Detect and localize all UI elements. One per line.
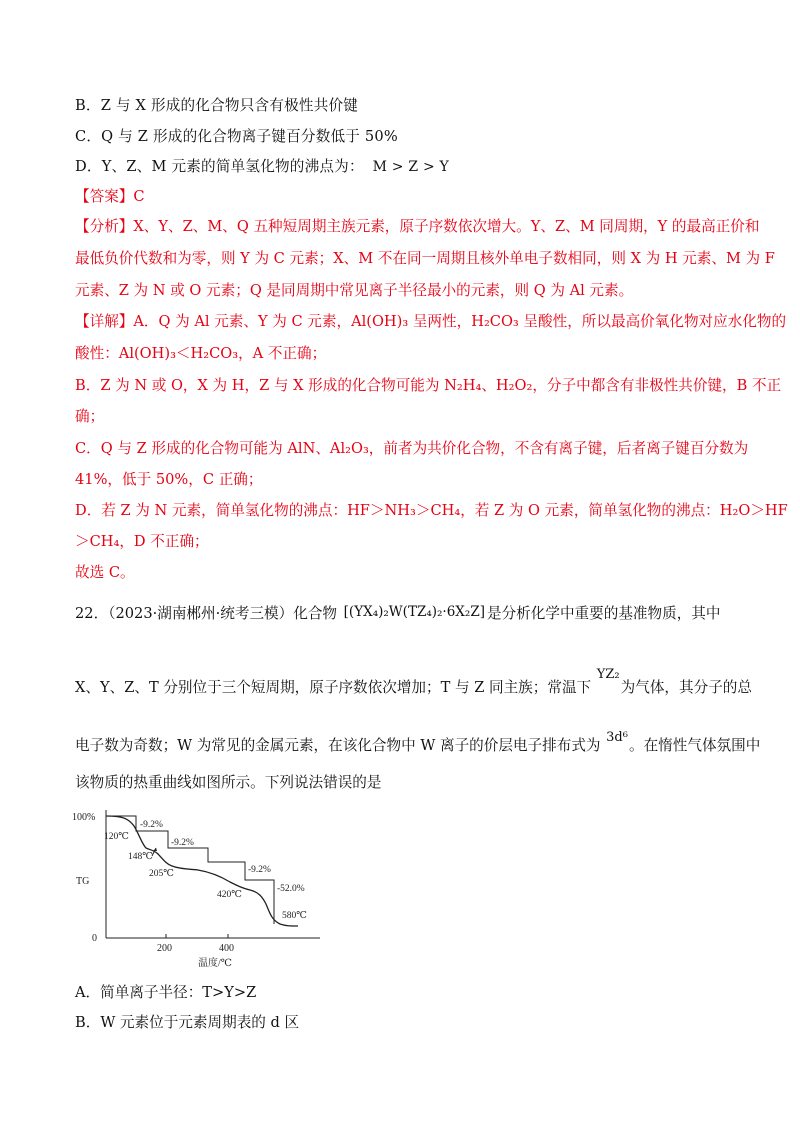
point-label-120: 120℃ bbox=[104, 832, 129, 842]
detail-d-line-2: ＞CH₄，D 不正确； bbox=[75, 533, 209, 550]
q22-after-formula: 是分析化学中重要的基准物质，其中 bbox=[486, 605, 721, 622]
q22-compound-formula: [(YX₄)₂W(TZ₄)₂·6X₂Z] bbox=[343, 604, 485, 620]
q22-line-3-b: 。在惰性气体氛围中 bbox=[628, 737, 761, 754]
analysis-line-3: 元素、Z 为 N 或 O 元素；Q 是同周期中常见离子半径最小的元素，则 Q 为 Al 元素。 bbox=[75, 282, 634, 299]
q22-line-3-a: 电子数为奇数；W 为常见的金属元素，在该化合物中 W 离子的价层电子排布式为 bbox=[75, 737, 601, 754]
q22-line-2-b: 为气体，其分子的总 bbox=[620, 679, 752, 696]
option-b-prev: B．Z 与 X 形成的化合物只含有极性共价键 bbox=[75, 97, 359, 114]
detail-d-line-1: D．若 Z 为 N 元素，简单氢化物的沸点：HF＞NH₃＞CH₄，若 Z 为 O 元素，简单氢化物的沸点：H₂O＞HF bbox=[75, 502, 788, 519]
q22-yz2-formula: YZ₂ bbox=[596, 667, 620, 682]
analysis-line-2: 最低负价代数和为零，则 Y 为 C 元素；X、M 不在同一周期且核外单电子数相同，则 X 为 H 元素、M 为 F bbox=[75, 250, 775, 267]
x-tick-label-200: 200 bbox=[157, 943, 172, 954]
detail-c-line-1: C．Q 与 Z 形成的化合物可能为 AlN、Al₂O₃，前者为共价化合物，不含有离子键，后者离子键百分数为 bbox=[75, 440, 749, 457]
q22-line-1 bbox=[75, 603, 721, 623]
x-axis-label: 温度/℃ bbox=[198, 958, 232, 969]
step-label-3: -9.2% bbox=[248, 865, 271, 875]
detail-a-line-2: 酸性：Al(OH)₃＜H₂CO₃，A 不正确； bbox=[75, 345, 327, 362]
step-label-4: -52.0% bbox=[277, 884, 305, 894]
y-tick-100: 100% bbox=[72, 812, 96, 823]
option-d-prev bbox=[75, 158, 449, 176]
analysis-line-1: 【分析】X、Y、Z、M、Q 五种短周期主族元素，原子序数依次增大。Y、Z、M 同周期，Y 的最高正价和 bbox=[75, 218, 760, 235]
q22-line-2-a: X、Y、Z、T 分别位于三个短周期，原子序数依次增加；T 与 Z 同主族；常温下 bbox=[75, 679, 592, 696]
step-label-2: -9.2% bbox=[171, 838, 194, 848]
q22-line-4: 该物质的热重曲线如图所示。下列说法错误的是 bbox=[75, 774, 382, 791]
x-tick-label-400: 400 bbox=[219, 943, 234, 954]
detail-c-line-2: 41%，低于 50%，C 正确； bbox=[75, 471, 263, 488]
detail-conclusion: 故选 C。 bbox=[75, 564, 135, 581]
q22-3d6-formula: 3d⁶ bbox=[606, 730, 628, 745]
q22-line-2 bbox=[75, 666, 752, 697]
point-label-580: 580℃ bbox=[282, 911, 307, 921]
q22-option-a: A．简单离子半径：T>Y>Z bbox=[75, 984, 257, 1001]
answer-label: 【答案】C bbox=[75, 188, 145, 205]
detail-b-line-1: B．Z 为 N 或 O，X 为 H，Z 与 X 形成的化合物可能为 N₂H₄、H₂O₂，分子中都含有非极性共价键，B 不正 bbox=[75, 377, 782, 394]
option-c-prev: C．Q 与 Z 形成的化合物离子键百分数低于 50% bbox=[75, 128, 398, 145]
q22-line-3 bbox=[75, 729, 760, 755]
tg-curve-chart bbox=[70, 800, 330, 975]
option-d-prev-formula: M > Z > Y bbox=[372, 159, 449, 175]
point-label-148: 148℃ bbox=[128, 852, 153, 862]
option-d-prev-text: D．Y、Z、M 元素的简单氢化物的沸点为： bbox=[75, 158, 364, 175]
y-axis-label: TG bbox=[76, 876, 90, 887]
q22-number: 22． bbox=[75, 605, 109, 622]
step-label-1: -9.2% bbox=[140, 820, 163, 830]
q22-source: （2023·湖南郴州·统考三模）化合物 bbox=[108, 605, 338, 622]
point-label-420: 420℃ bbox=[217, 890, 242, 900]
detail-a-line-1: 【详解】A．Q 为 Al 元素、Y 为 C 元素，Al(OH)₃ 呈两性，H₂CO₃ 呈酸性，所以最高价氧化物对应水化物的 bbox=[75, 313, 787, 330]
y-tick-0: 0 bbox=[92, 933, 97, 944]
q22-option-b: B．W 元素位于元素周期表的 d 区 bbox=[75, 1014, 300, 1031]
point-label-205: 205℃ bbox=[149, 869, 174, 879]
detail-b-line-2: 确； bbox=[75, 408, 105, 425]
